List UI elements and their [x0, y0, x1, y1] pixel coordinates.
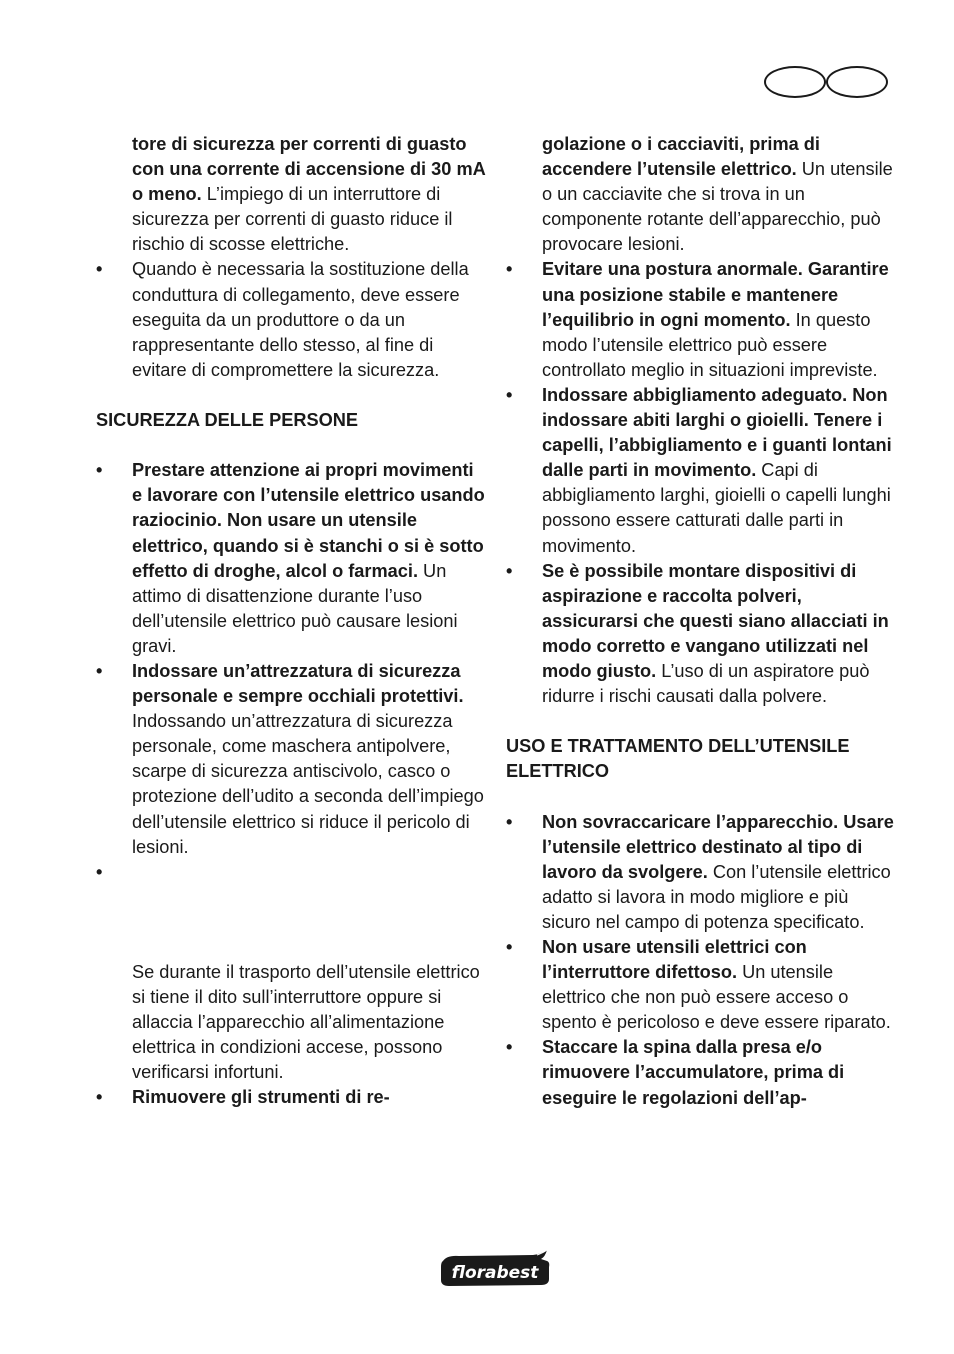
logo-wordmark: florabest	[451, 1263, 539, 1283]
bold-text: Staccare la spina dalla presa e/o rimuovere l’accumulatore, prima di eseguire le regolazioni dell’ap-	[542, 1037, 845, 1108]
bold-text: golazione o i cacciaviti, prima di accendere l’utensile elettrico.	[542, 134, 820, 180]
bold-text: Evitare una postura anormale. Garantire una posizione stabile e mantenere l’equilibrio in ogni momento.	[542, 259, 889, 330]
normal-text: Un utensile elettrico che non può essere acceso o spento è pericoloso e deve essere riparato.	[542, 962, 891, 1033]
language-oval-right	[826, 66, 888, 98]
bold-text: Indossare abbigliamento adeguato. Non indossare abiti larghi o gioielli. Tenere i capelli, l’abbigliamento e i guanti lontani dalle parti in movimento.	[542, 384, 892, 481]
bold-text: Non usare utensili elettrici con l’interruttore difettoso.	[542, 937, 807, 983]
continuation-paragraph	[132, 132, 486, 257]
bold-text: Prestare attenzione ai propri movimenti e lavorare con l’utensile elettrico usando raziocinio. Non usare un utensile elettrico, quando si è stanchi o si è sotto effetto di droghe, alcol o farmaci.	[132, 460, 485, 581]
bullet-posture	[506, 257, 896, 382]
bullet-replacement	[96, 257, 486, 382]
bold-text: Se è possibile montare dispositivi di aspirazione e raccolta polveri, assicurarsi che questi siano allacciati in modo corretto e vangano utilizzati nel modo giusto.	[542, 560, 889, 681]
bold-text: Indossare un’attrezzatura di sicurezza personale e sempre occhiali protettivi.	[132, 660, 464, 707]
bold-text: Non sovraccaricare l’apparecchio. Usare l’utensile elettrico destinato al tipo di lavoro da svolgere.	[542, 811, 894, 882]
section-heading-personal-safety: SICUREZZA DELLE PERSONE	[96, 410, 359, 431]
left-column	[96, 132, 486, 1110]
bullet-clothing	[506, 383, 896, 559]
right-column	[506, 132, 896, 1111]
florabest-logo	[437, 1249, 553, 1289]
normal-text: Capi di abbigliamento larghi, gioielli o capelli lunghi possono essere catturati dalle parti in movimento.	[542, 460, 891, 556]
normal-text: Un attimo di disattenzione durante l’uso dell’utensile elettrico può causare lesioni gravi.	[132, 560, 458, 656]
language-oval-left	[764, 66, 826, 98]
bold-text: Rimuovere gli strumenti di re-	[132, 1087, 390, 1108]
bullet-attention	[96, 458, 486, 659]
normal-text: L’impiego di un interruttore di sicurezza per correnti di guasto riduce il rischio di scosse elettriche.	[132, 184, 453, 255]
continuation-paragraph	[542, 132, 896, 257]
bullet-defective-switch	[506, 935, 896, 1035]
normal-text: Un utensile o un cacciavite che si trova in un componente rotante dell’apparecchio, può provocare lesioni.	[542, 159, 893, 255]
bullet-dust-extraction	[506, 559, 896, 710]
bullet-remove-tools	[96, 1085, 486, 1110]
bullet-unplug	[506, 1035, 896, 1110]
normal-text: L’uso di un aspiratore può ridurre i rischi causati dalla polvere.	[542, 660, 870, 707]
bold-text: tore di sicurezza per correnti di guasto con una corrente di accensione di 30 mA o meno.	[132, 134, 486, 205]
language-badge	[764, 66, 890, 100]
bullet-protective-equipment	[96, 659, 486, 860]
normal-text: Se durante il trasporto dell’utensile elettrico si tiene il dito sull’interruttore oppure si allaccia l’apparecchio all’alimentazione elettrica in condizioni accese, possono verificarsi infortuni.	[132, 961, 480, 1083]
bullet-overload	[506, 810, 896, 935]
bullet-transport	[96, 860, 486, 1085]
section-heading-tool-use: USO E TRATTAMENTO DELL’UTENSILE ELETTRICO	[506, 736, 850, 782]
normal-text: Con l’utensile elettrico adatto si lavora in modo migliore e più sicuro nel campo di potenza specificato.	[542, 861, 891, 932]
normal-text: In questo modo l’utensile elettrico può essere controllato meglio in situazioni impreviste.	[542, 309, 878, 380]
normal-text: Indossando un’attrezzatura di sicurezza personale, come maschera antipolvere, scarpe di sicurezza antiscivolo, casco o protezione dell’udito a seconda dell’impiego dell’utensile elettrico si riduce il pericolo di lesioni.	[132, 711, 484, 857]
bullet-text: Quando è necessaria la sostituzione della conduttura di collegamento, deve essere eseguita da un produttore o da un rappresentante dello stesso, al fine di evitare di compromettere la sicurezza.	[132, 259, 469, 380]
